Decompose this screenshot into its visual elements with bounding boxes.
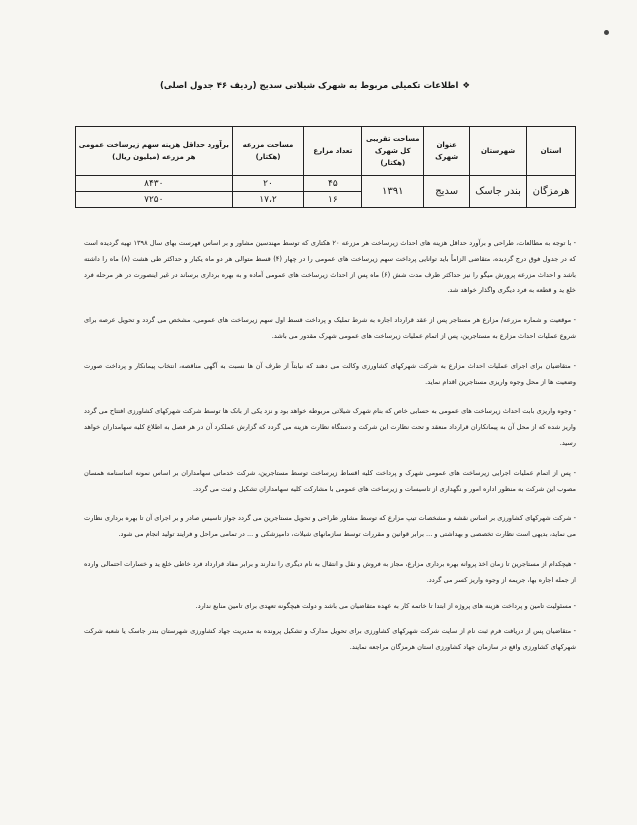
body-text xyxy=(84,236,576,670)
cell-farm-area: ۲۰ xyxy=(232,176,304,192)
paragraph-power-of-attorney: - متقاضیان برای اجرای عملیات احداث مزارع به شرکت شهرکهای کشاورزی وکالت می دهند که نیابتاً از طرف آن ها نسبت به آگهی مناقصه، انتخاب پیمانکار و پرداخت صورت وضعیت ها از محل وجوه واریزی مستاجرین اقدام نماید. xyxy=(84,361,576,386)
cell-farm-count: ۴۵ xyxy=(304,176,362,192)
paragraph-cost-payment: - با توجه به مطالعات، طراحی و برآورد حداقل هزینه های احداث زیرساخت هر مزرعه ۲۰ هکتاری که توسط مهندسین مشاور و بر اساس فهرست بهای سال ۱۳۹۸ تهیه گردیده است که در جدول فوق درج گردیده، متقاضی الزاماً باید توانایی پرداخت سهم زیرساخت های عمومی را در چهار (۴) قسط متوالی هر دو ماه یکبار و حداکثر طی هشت (۸) ماه را داشته باشد و احداث مزرعه پرورش میگو را نیز حداکثر ظرف مدت شش (۶) ماه پس از احداث زیرساخت های عمومی آماده و به بهره برداری برساند در غیر اینصورت در هر مرحله فرد خلع ید و قطعه به فرد دیگری واگذار خواهد شد. xyxy=(84,239,577,295)
section-title xyxy=(90,81,540,91)
cell-cost: ۸۴۳۰ xyxy=(76,176,233,192)
paragraph-special-account: - وجوه واریزی بابت احداث زیرساخت های عمومی به حسابی خاص که بنام شهرک شیلاتی مربوطه خواهد بود و نزد یکی از بانک ها توسط شرکت شهرکهای کشاورزی افتتاح می گردد واریز شده که از محل آن به پیمانکاران قرارداد منعقد و تحت نظارت این شرکت و دستگاه نظارت هزینه می گردد که گزارش عملکرد آن در هر فصل به اطلاع کلیه سهامداران خواهد رسید. xyxy=(84,407,576,447)
cell-cost: ۷۲۵۰ xyxy=(76,192,233,208)
title-bullet-icon: ❖ xyxy=(462,81,470,91)
paragraph-farm-location: - موقعیت و شماره مزرعه/ مزارع هر مستاجر پس از عقد قرارداد اجاره به شرط تملیک و پرداخت قسط اول سهم زیرساخت های عمومی، مشخص می گردد و تحویل عرصه برای شروع عملیات احداث مزارع به مستاجرین، پس از اتمام عملیات زیرساخت های عمومی شهرک مقدور می باشد. xyxy=(84,316,576,340)
cell-county: بندر جاسک xyxy=(470,176,527,208)
cell-province: هرمزگان xyxy=(527,176,576,208)
header-total-area: مساحت تقریبی کل شهرک (هکتار) xyxy=(362,127,424,176)
cell-farm-area: ۱۷،۲ xyxy=(232,192,304,208)
paragraph-registration: - متقاضیان پس از دریافت فرم ثبت نام از سایت شرکت شهرکهای کشاورزی برای تحویل مدارک و تشکیل پرونده به مدیریت جهاد کشاورزی شهرستان بندر جاسک یا شعبه شرکت شهرکهای کشاورزی واقع در سازمان جهاد کشاورزی استان هرمزگان مراجعه نمایند. xyxy=(84,627,576,652)
table-header-row xyxy=(76,127,576,176)
title-text: اطلاعات تکمیلی مربوط به شهرک شیلاتی سدیج (ردیف ۴۶ جدول اصلی) xyxy=(160,81,459,91)
town-info-table xyxy=(75,126,576,208)
paragraph-service-company: - پس از اتمام عملیات اجرایی زیرساخت های عمومی شهرک و پرداخت کلیه اقساط زیرساخت توسط مستاجرین، شرکت خدماتی سهامداران بر اساس نمونه اساسنامه همسان مصوب این شرکت به منظور اداره امور و نگهداری از تاسیسات و زیرساخت های عمومی با مشارکت کلیه سهامداران تشکیل و ثبت می گردد. xyxy=(84,468,576,493)
cell-farm-count: ۱۶ xyxy=(304,192,362,208)
paragraph-transfer-ban: - هیچکدام از مستاجرین تا زمان اخذ پروانه بهره برداری مزارع، مجاز به فروش و نقل و انتقال به نام دیگری را ندارند و برابر مفاد قرارداد فرد خاطی خلع ید و خسارات احتمالی وارده از جمله اجاره بها، جریمه از وجوه واریز کسر می گردد. xyxy=(84,559,576,584)
table-row xyxy=(76,176,576,192)
scan-speck xyxy=(604,30,609,35)
header-province: استان xyxy=(527,127,576,176)
cell-total-area: ۱۳۹۱ xyxy=(362,176,424,208)
header-town-title: عنوان شهرک xyxy=(424,127,470,176)
paragraph-financing: - مسئولیت تامین و پرداخت هزینه های پروژه از ابتدا تا خاتمه کار به عهده متقاضیان می باشد و دولت هیچگونه تعهدی برای تامین منابع ندارد. xyxy=(195,601,576,610)
paragraph-supervision: - شرکت شهرکهای کشاورزی بر اساس نقشه و مشخصات تیپ مزارع که توسط مشاور طراحی و تحویل مستاجرین می گردد جواز تاسیس صادر و بر اجرای آن تا بهره برداری نظارت می نماید، بدیهی است نظارت تخصصی و بهداشتی و ... برابر قوانین و مقررات توسط سازمانهای شیلات، دامپزشکی و ... در تمامی مراحل و فرایند تولید انجام می شود. xyxy=(84,514,576,539)
header-county: شهرستان xyxy=(470,127,527,176)
header-farm-area: مساحت مزرعه (هکتار) xyxy=(232,127,304,176)
cell-town: سدیج xyxy=(424,176,470,208)
header-cost-estimate: برآورد حداقل هزینه سهم زیرساخت عمومی هر مزرعه (میلیون ریال) xyxy=(76,127,233,176)
header-farm-count: تعداد مزارع xyxy=(304,127,362,176)
